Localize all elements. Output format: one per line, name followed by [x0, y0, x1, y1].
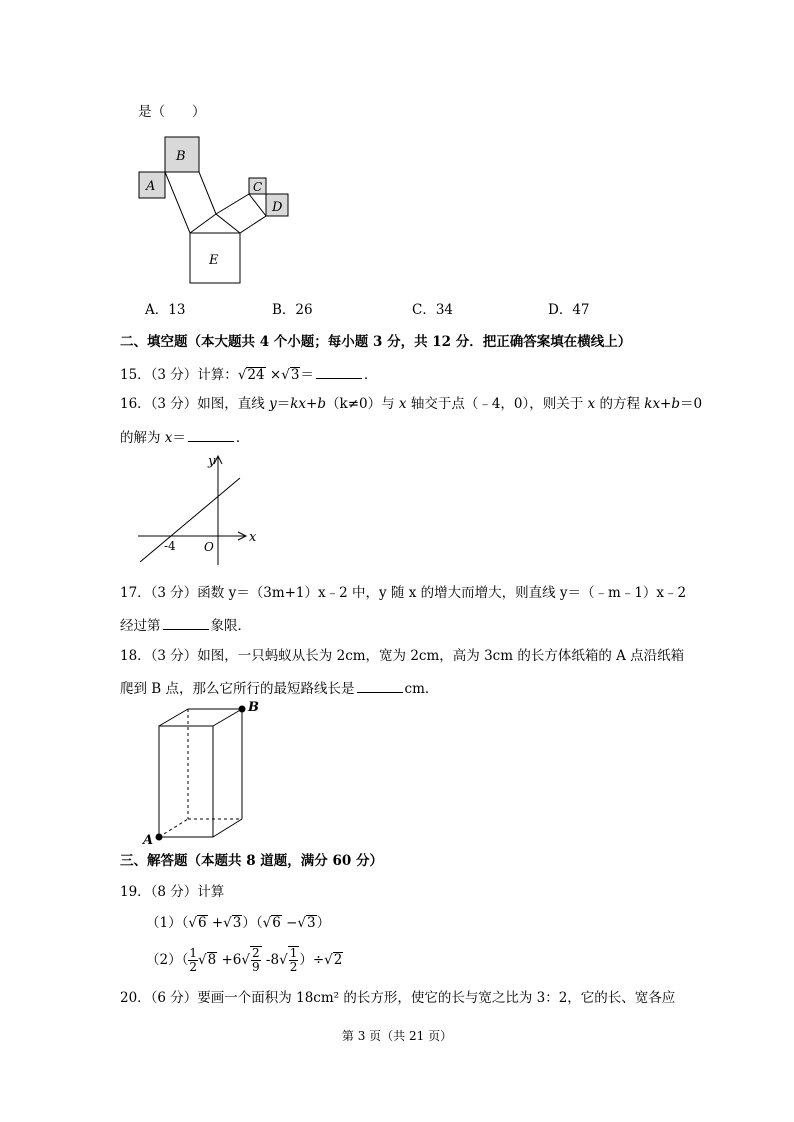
question-19-part1: （1）（√6 +√3）（√6 −√3） — [146, 915, 331, 931]
question-17-line2: 经过第 象限． — [120, 615, 251, 635]
fig16-graph — [136, 453, 266, 571]
point-a — [156, 834, 163, 841]
label-d: D — [272, 200, 283, 215]
label-e: E — [209, 253, 219, 268]
label-a: A — [146, 179, 156, 194]
answer-blank — [188, 427, 234, 442]
answer-blank — [357, 678, 403, 693]
fig14-squares — [136, 134, 296, 286]
axis-y-label: y — [208, 454, 216, 469]
origin-label: O — [204, 540, 214, 554]
fraction: $\frac{1}{2}$ — [189, 946, 197, 974]
axis-x-label: x — [249, 530, 257, 545]
question-15: 15．（3 分）计算：√24 ×√3＝ ． — [120, 364, 377, 384]
question-18-line2: 爬到 B 点，那么它所行的最短路线长是 cm． — [120, 678, 438, 698]
q14-tail: 是（ ） — [138, 104, 206, 120]
label-b: B — [176, 149, 186, 164]
fraction: $\frac{1}{2}$ — [289, 946, 298, 974]
option-b: B．26 — [272, 302, 313, 318]
question-19-head: 19．（8 分）计算 — [120, 884, 225, 900]
option-a: A．13 — [145, 302, 186, 318]
page-footer: 第 3 页（共 21 页） — [341, 1029, 453, 1043]
option-d: D．47 — [548, 302, 590, 318]
section3-title: 三、解答题（本题共 8 道题，满分 60 分） — [120, 853, 383, 869]
answer-blank — [316, 364, 362, 379]
label-a: A — [143, 833, 154, 848]
section2-title: 二、填空题（本大题共 4 个小题；每小题 3 分，共 12 分．把正确答案填在横线上） — [120, 334, 632, 350]
fraction: $\frac{2}{9}$ — [252, 946, 260, 974]
question-18-line1: 18．（3 分）如图，一只蚂蚁从长为 2cm，宽为 2cm，高为 3cm 的长方体纸箱的 A 点沿纸箱 — [120, 648, 685, 664]
answer-blank — [163, 615, 209, 630]
fig18-box — [140, 697, 270, 847]
label-c: C — [253, 180, 263, 194]
option-c: C．34 — [412, 302, 454, 318]
question-16-line2: 的解为 x＝ ． — [120, 427, 249, 447]
question-17-line1: 17．（3 分）函数 y＝（3m+1）x﹣2 中，y 随 x 的增大而增大，则直线 y＝（﹣m﹣1）x﹣2 — [120, 585, 687, 601]
question-19-part2: （2）（ $\frac{1}{2}$ √8 +6√ $\frac{2}{9}$ -8√ $\frac{1}{2}$ ）÷√2 — [146, 946, 343, 974]
point-b — [239, 706, 246, 713]
intercept-label: -4 — [164, 539, 176, 553]
question-16-line1: 16．（3 分）如图，直线 y＝kx+b（k≠0）与 x 轴交于点（﹣4，0），则关于 x 的方程 kx+b＝0 — [120, 396, 703, 412]
label-b: B — [248, 700, 259, 715]
question-20: 20．（6 分）要画一个面积为 18cm² 的长方形，使它的长与宽之比为 3：2，它的长、宽各应 — [120, 990, 676, 1006]
